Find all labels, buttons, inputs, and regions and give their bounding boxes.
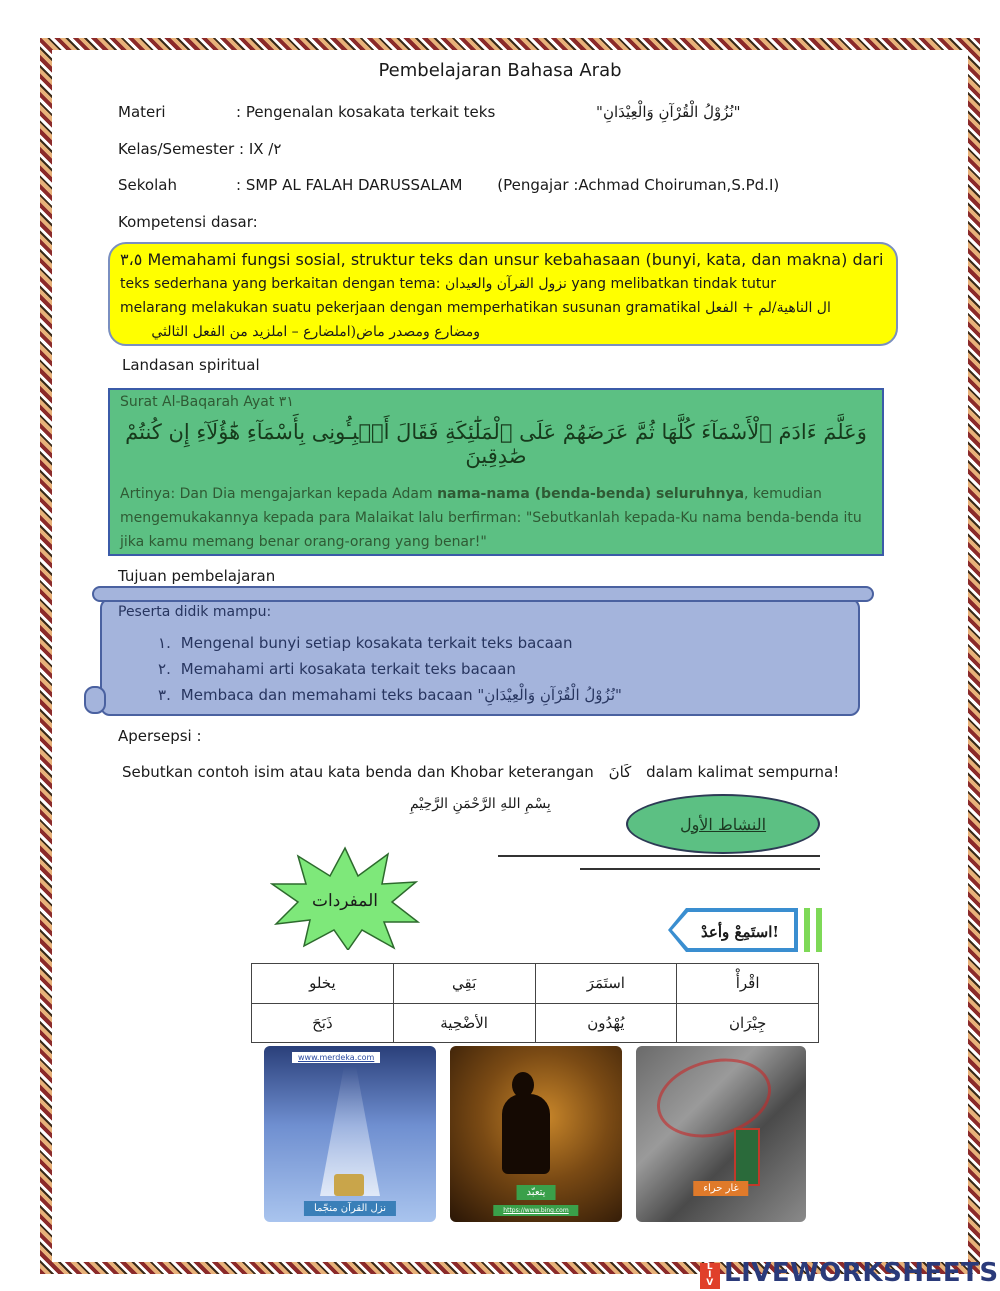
- goal-list: [118, 632, 842, 706]
- listen-repeat-arrow: [668, 906, 828, 954]
- goal-item: ٣. Membaca dan memahami teks bacaan "نُزُوْلُ الْقُرْآنِ وَالْعِيْدَانِ": [158, 686, 622, 704]
- goal-item: ٢. Memahami arti kosakata terkait teks bacaan: [158, 660, 516, 678]
- vocab-cell: استَمَرَ: [535, 964, 677, 1004]
- image-caption: نزل القرآن منجّما: [304, 1201, 396, 1216]
- listen-label: استَمِعْ وأعدْ!: [701, 923, 779, 941]
- image-link: https://www.bing.com: [493, 1205, 578, 1216]
- vocab-cell: اقْرأْ: [677, 964, 819, 1004]
- apersepsi-text: Sebutkan contoh isim atau kata benda dan Khobar keterangan كَانَ dalam kalimat sempurna!: [122, 763, 840, 781]
- kelas-row: Kelas/Semester : IX /٢: [118, 140, 282, 158]
- mufradat-label: المفردات: [311, 891, 379, 911]
- image-caption: يتعبّد: [517, 1185, 556, 1200]
- basmalah: بِسْمِ اللهِ الرَّحْمَنِ الرَّحِيْمِ: [410, 796, 551, 812]
- materi-row: Materi : Pengenalan kosakata terkait teks "نُزُوْلُ الْقُرْآنِ وَالْعِيْدَانِ": [118, 103, 741, 121]
- kompetensi-label: Kompetensi dasar:: [118, 213, 258, 231]
- ayah-text: وَعَلَّمَ ءَادَمَ ٱلْأَسْمَآءَ كُلَّهَا ثُمَّ عَرَضَهُمْ عَلَى ٱلْمَلَٰٓئِكَةِ فَقَالَ أَنۢبِـُٔونِى بِأَسْمَآءِ هَٰٓؤُلَآءِ إِن كُنتُمْ صَٰدِقِينَ: [125, 420, 867, 468]
- kompetensi-box: ٣،٥ Memahami fungsi sosial, struktur teks dan unsur kebahasaan (bunyi, kata, dan makna) dari teks sederhana yang berkaitan dengan tema: نزول القرآن والعيدان yang melibatkan tindak tutur melarang melakukan suatu pekerjaan dengan memperhatikan susunan gramatikal ال الناهية/لم + الفعل ومضارع ومصدر ماض(املضارع – املزيد من الفعل الثالثي: [108, 242, 898, 346]
- image-watermark: www.merdeka.com: [292, 1052, 380, 1063]
- answer-line: [498, 855, 820, 857]
- tujuan-intro: Peserta didik mampu:: [118, 604, 272, 620]
- table-row: [252, 1003, 819, 1043]
- answer-line: [580, 868, 820, 870]
- ayah-translation: Artinya: Dan Dia mengajarkan kepada Adam nama-nama (benda-benda) seluruhnya, kemudian mengemukakannya kepada para Malaikat lalu berfirman: "Sebutkanlah kepada-Ku nama benda-benda itu jika kamu memang benar orang-orang yang benar!": [120, 486, 862, 550]
- spiritual-box: [108, 388, 884, 556]
- vocab-table: [251, 963, 819, 1043]
- vocab-cell: بَقِي: [393, 964, 535, 1004]
- landasan-label: Landasan spiritual: [122, 356, 260, 374]
- cave-sign-icon: [734, 1128, 760, 1186]
- sekolah-row: Sekolah : SMP AL FALAH DARUSSALAM (Pengajar :Achmad Choiruman,S.Pd.I): [118, 176, 780, 194]
- surah-title: Surat Al-Baqarah Ayat ٣١: [120, 394, 294, 410]
- page-title: Pembelajaran Bahasa Arab: [378, 60, 622, 81]
- vocab-cell: الأضْحِية: [393, 1003, 535, 1043]
- vocab-cell: يخلو: [252, 964, 394, 1004]
- quran-icon: [334, 1174, 364, 1196]
- apersepsi-label: Apersepsi :: [118, 727, 202, 745]
- table-row: [252, 964, 819, 1004]
- mufradat-starburst: [270, 846, 420, 950]
- liveworksheets-logo: L I V LIVEWORKSHEETS: [700, 1258, 999, 1289]
- image-worship: [450, 1046, 622, 1222]
- vocab-cell: جِيْرَان: [677, 1003, 819, 1043]
- image-cave-hira: [636, 1046, 806, 1222]
- activity-badge: النشاط الأول: [626, 794, 820, 854]
- vocab-cell: يُهْدُون: [535, 1003, 677, 1043]
- tujuan-scroll: [84, 586, 874, 718]
- person-silhouette-icon: [502, 1094, 550, 1174]
- image-caption: غار حراء: [693, 1181, 748, 1196]
- image-quran-revelation: [264, 1046, 436, 1222]
- tujuan-label: Tujuan pembelajaran: [118, 567, 276, 585]
- goal-item: ١. Mengenal bunyi setiap kosakata terkait teks bacaan: [158, 634, 573, 652]
- vocab-cell: ذَبَحَ: [252, 1003, 394, 1043]
